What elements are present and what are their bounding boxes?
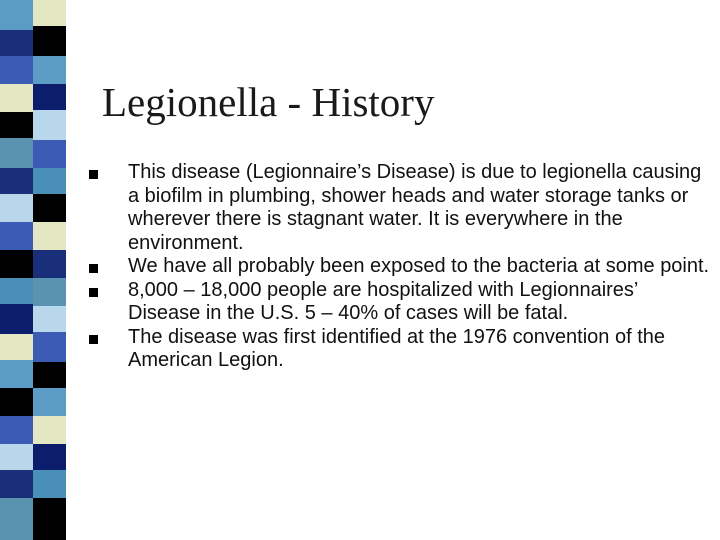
square-bullet-icon <box>89 170 98 179</box>
bullet-text: We have all probably been exposed to the bacteria at some point. <box>128 255 710 277</box>
bullet-item <box>88 161 710 255</box>
bullet-item <box>88 255 710 279</box>
stripe-block <box>33 470 66 498</box>
stripe-block <box>0 498 33 540</box>
stripe-block <box>0 470 33 498</box>
stripe-block <box>33 416 66 444</box>
stripe-block <box>0 84 33 112</box>
decorative-stripe <box>0 0 66 540</box>
stripe-block <box>33 388 66 416</box>
stripe-block <box>33 26 66 56</box>
square-bullet-icon <box>89 288 98 297</box>
bullet-item <box>88 279 710 326</box>
stripe-block <box>33 140 66 168</box>
stripe-block <box>0 444 33 470</box>
stripe-block <box>0 56 33 84</box>
stripe-block <box>33 444 66 470</box>
stripe-block <box>33 194 66 222</box>
stripe-block <box>0 388 33 416</box>
stripe-block <box>33 56 66 84</box>
bullet-list <box>88 161 710 373</box>
stripe-block <box>33 84 66 110</box>
stripe-block <box>0 112 33 138</box>
bullet-item <box>88 326 710 373</box>
stripe-block <box>33 332 66 362</box>
stripe-block <box>0 334 33 360</box>
bullet-text: This disease (Legionnaire’s Disease) is due to legionella causing a biofilm in plumbing, shower heads and water storage tanks or wherever there is stagnant water. It is everywhere in the environment. <box>128 161 702 254</box>
stripe-block <box>0 30 33 56</box>
stripe-block <box>0 0 33 30</box>
stripe-block <box>0 416 33 444</box>
stripe-block <box>33 168 66 194</box>
square-bullet-icon <box>89 335 98 344</box>
stripe-block <box>33 250 66 278</box>
stripe-block <box>0 168 33 194</box>
stripe-block <box>0 278 33 304</box>
stripe-block <box>33 110 66 140</box>
stripe-block <box>0 138 33 168</box>
stripe-block <box>0 360 33 388</box>
stripe-block <box>33 0 66 26</box>
stripe-block <box>33 362 66 388</box>
square-bullet-icon <box>89 264 98 273</box>
stripe-block <box>33 306 66 332</box>
stripe-block <box>33 498 66 540</box>
stripe-block <box>0 194 33 222</box>
stripe-block <box>0 222 33 250</box>
slide-title: Legionella - History <box>102 79 435 125</box>
stripe-block <box>0 304 33 334</box>
stripe-block <box>33 278 66 306</box>
stripe-block <box>33 222 66 250</box>
bullet-text: The disease was first identified at the 1976 convention of the American Legion. <box>128 325 666 371</box>
stripe-block <box>0 250 33 278</box>
bullet-text: 8,000 – 18,000 people are hospitalized with Legionnaires’ Disease in the U.S. 5 – 40% of cases will be fatal. <box>128 278 638 324</box>
